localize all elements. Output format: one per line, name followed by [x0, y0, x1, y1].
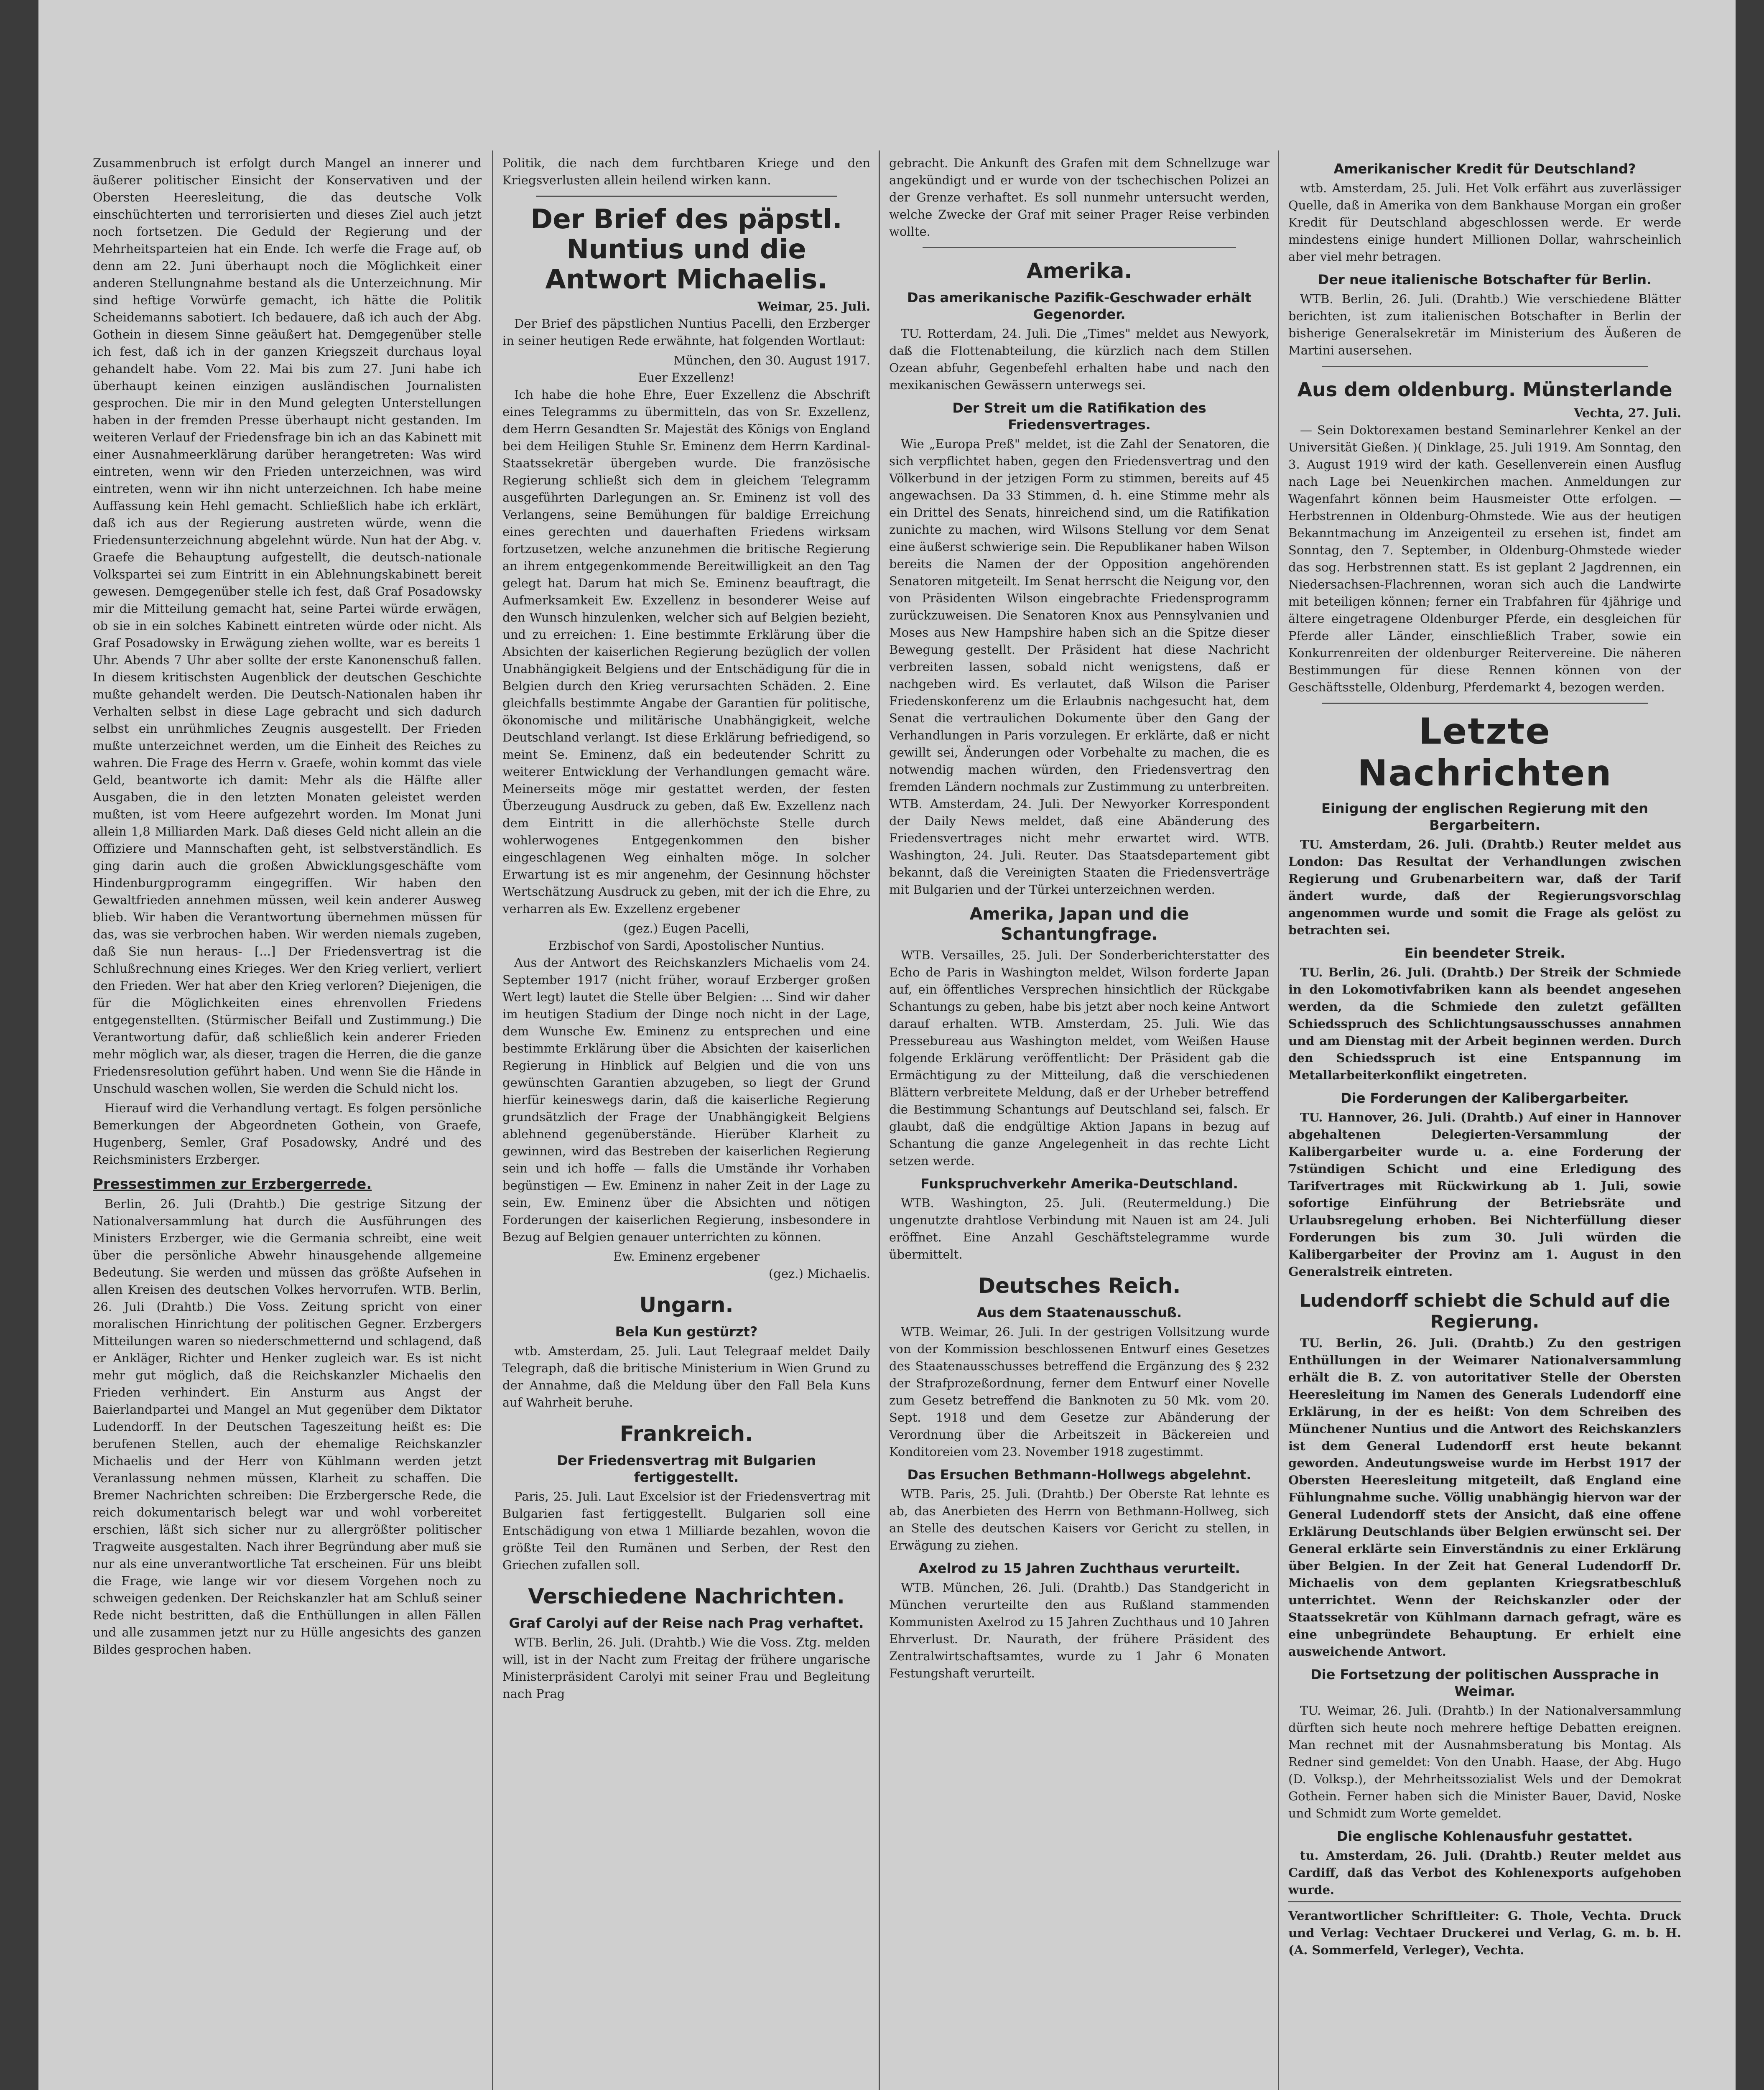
article-subheading: Die Forderungen der Kalibergarbeiter. — [1341, 1090, 1629, 1106]
article-text: WTB. Weimar, 26. Juli. In der gestrigen Vollsitzung wurde von der Kommission beschlossenen Entwurf eines Gesetzes des Staatenausschusses betreffend die Ergänzung des § 232 der Strafprozeßordnung, ferner dem Entwurf einer Novelle zum Gesetz betreffend die Banknoten zu 50 Mk. vom 20. Sept. 1918 und dem Gesetze zur Abänderung der Verordnung über die Arbeitszeit in Bäckereien und Konditoreien vom 23. November 1918 zugestimmt. — [889, 1325, 1269, 1459]
article-subheading: Amerikanischer Kredit für Deutschland? — [1333, 161, 1636, 177]
article-text: TU. Berlin, 26. Juli. (Drahtb.) Der Streik der Schmiede in den Lokomotivfabriken kann als beendet angesehen werden, da die Schmiede den zuletzt gefällten Schiedsspruch des Schlichtungsausschusses annahmen und am Dienstag mit der Arbeit beginnen werden. Durch den Schiedsspruch ist eine Entspannung im Metallarbeiterkonflikt eingetreten. — [1288, 965, 1681, 1082]
article-subheading: Funkspruchverkehr Amerika-Deutschland. — [920, 1176, 1238, 1192]
article-text: Wie „Europa Preß" meldet, ist die Zahl der Senatoren, die sich verpflichtet haben, gegen den Friedensvertrag und den Völkerbund in der jetzigen Form zu stimmen, bereits auf 45 angewachsen. Da 33 Stimmen, d. h. eine Stimme mehr als ein Drittel des Senats, hinreichend sind, um die Ratifikation zunichte zu machen, wird Wilsons Stellung vor dem Senat eine äußerst schwierige sein. Die Republikaner haben Wilson bereits die Namen der der Opposition angehörenden Senatoren mitgeteilt. Im Senat herrscht die Neigung vor, den von Präsidenten Wilson eingebrachte Friedensprogramm zurückzuweisen. Die Senatoren Knox aus Pennsylvanien und Moses aus New Hampshire haben sich an die Spitze dieser Bewegung gestellt. Der Präsident hat diese Nachricht verbreiten lassen, sobald nicht wenigstens, daß er nachgeben wird. Es verlautet, daß Wilson die Pariser Friedenskonferenz um die Erlaubnis nachgesucht hat, dem Senat die vertraulichen Dokumente über den Gang der Verhandlungen in Paris vorzulegen. Er erklärte, daß er nicht gewillt sei, Änderungen oder Vorbehalte zu machen, die es notwendig machen würden, den Friedensvertrag den fremden Ländern nochmals zur Zustimmung zu unterbreiten. WTB. Amsterdam, 24. Juli. Der Newyorker Korrespondent der Daily News meldet, daß eine Abänderung des Friedensvertrages nicht mehr erwartet wird. WTB. Washington, 24. Juli. Reuter. Das Staatsdepartement gibt bekannt, daß die Vereinigten Staaten die Friedensverträge mit Bulgarien und der Türkei unterzeichnen werden. — [889, 437, 1269, 897]
signature: (gez.) Eugen Pacelli, — [623, 921, 749, 935]
article-text: TU. Weimar, 26. Juli. (Drahtb.) In der Nationalversammlung dürften sich heute noch mehrere heftige Debatten ereignen. Man rechnet mit der Ausnahmsberatung bis Montag. Als Redner sind gemeldet: Von den Unabh. Haase, der Abg. Hugo (D. Volksp.), der Mehrheitssozialist Wels und der Demokrat Gothein. Ferner haben sich die Minister Bauer, David, Noske und Schmidt zum Worte gemeldet. — [1288, 1703, 1681, 1820]
column-2 — [502, 155, 870, 2090]
article-subheading: Das Ersuchen Bethmann-Hollwegs abgelehnt. — [907, 1467, 1252, 1483]
article-text: WTB. Versailles, 25. Juli. Der Sonderberichterstatter des Echo de Paris in Washington meldet, Wilson forderte Japan auf, ein öffentliches Versprechen hinsichtlich der Rückgabe Schantungs zu geben, habe bis jetzt aber noch keine Antwort darauf erhalten. WTB. Amsterdam, 25. Juli. Wie das Pressebureau aus Washington meldet, vom Weißen Hause folgende Erklärung veröffentlicht: Der Präsident gab die Ermächtigung zu der Mitteilung, daß die verschiedenen Blättern verbreitete Meldung, daß er der Urheber betreffend die Bestimmung Schantungs auf Deutschland sei, falsch. Er glaubt, daß die endgültige Aktion Japans in bezug auf Schantung die ganze Angelegenheit in das rechte Licht setzen werde. — [889, 948, 1269, 1168]
article-subheading: Einigung der englischen Regierung mit den Bergarbeitern. — [1321, 800, 1648, 833]
article-subheading: Ein beendeter Streik. — [1404, 945, 1565, 961]
article-subheading: Die englische Kohlenausfuhr gestattet. — [1337, 1828, 1633, 1844]
divider — [923, 247, 1236, 248]
article-subheading: Der Friedensvertrag mit Bulgarien fertiggestellt. — [557, 1453, 816, 1485]
article-subheading: Die Fortsetzung der politischen Aussprache in Weimar. — [1310, 1667, 1659, 1699]
section-heading: Verschiedene Nachrichten. — [528, 1584, 845, 1608]
article-text: Berlin, 26. Juli (Drahtb.) Die gestrige Sitzung der Nationalversammlung hat durch die Ausführungen des Ministers Erzberger, wie die Germania schreibt, eine weit über die persönliche Abwehr hinausgehende allgemeine Bedeutung. Sie werden und müssen das größte Aufsehen in allen Kreisen des deutschen Volkes hervorrufen. WTB. Berlin, 26. Juli (Drahtb.) Die Voss. Zeitung spricht von einer moralischen Hinrichtung der politischen Gegner. Erzbergers Mitteilungen waren so niederschmetternd und schlagend, daß er Ankläger, Richter und Henker zugleich war. Es ist nicht mehr gut möglich, daß die Reichskanzler Michaelis den Frieden verhindert. Ein Ansturm aus Angst der Baierlandpartei und Mangel an Mut gegenüber dem Diktator Ludendorff. In der Deutschen Tageszeitung heißt es: Die berufenen Stellen, auch der ehemalige Reichskanzler Michaelis und der Herr von Kühlmann werden jetzt Veranlassung nehmen müssen, Klarheit zu schaffen. Die Bremer Nachrichten schreiben: Die Erzbergersche Rede, die reich dokumentarisch belegt war und wohl vorbereitet erschien, läßt sich sicher nur zu allergrößter politischer Tragweite ausgestalten. Nach ihrer Begründung aber muß sie nur als eine unverantwortliche Tat erscheinen. Für uns bleibt die Frage, wie lange wir vor diesem Vorgehen noch zu schweigen gedenken. Der Reichskanzler hat am Schluß seiner Rede nicht bestritten, daß die Enthüllungen in allen Fällen und alle zusammen jetzt nur zu Hülle angesichts des ganzen Bildes gesprochen haben. — [93, 1197, 482, 1657]
colophon: Verantwortlicher Schriftleiter: G. Thole, Vechta. Druck und Verlag: Vechtaer Druckerei und Verlag, G. m. b. H. (A. Sommerfeld, Verleger), Vechta. — [1288, 1901, 1681, 1959]
article-subheading: Amerika, Japan und die Schantungfrage. — [969, 905, 1189, 944]
column-4 — [1288, 155, 1681, 2090]
divider — [1322, 366, 1648, 367]
letter-text: Ich habe die hohe Ehre, Euer Exzellenz die Abschrift eines Telegramms zu übermitteln, das von Sr. Exzellenz, dem Herrn Gesandten Sr. Majestät des Königs von England bei dem Heiligen Stuhle Sr. Eminenz dem Herrn Kardinal-Staatssekretär übergeben wurde. Die französische Regierung schließt sich dem in gleichem Telegramm ausgeführten Darlegungen an. Sr. Eminenz ist voll des Verlangens, seine Bemühungen für baldige Erreichung eines gerechten und dauerhaften Friedens wirksam fortzusetzen, welche anzunehmen die britische Regierung an ihrem entgegenkommende Bereitwilligkeit an den Tag gelegt hat. Darum hat mich Se. Eminenz beauftragt, die Aufmerksamkeit Ew. Exzellenz in besonderer Weise auf den Wunsch hinzulenken, welcher sich auf Belgien bezieht, und zu erreichen: 1. Eine bestimmte Erklärung über die Absichten der kaiserlichen Regierung bezüglich der vollen Unabhängigkeit Belgiens und der Entschädigung für die in Belgien durch den Krieg verursachten Schäden. 2. Eine gleichfalls bestimmte Angabe der Garantien für politische, ökonomische und militärische Unabhängigkeit, welche Deutschland verlangt. Ist diese Erklärung befriedigend, so meint Se. Eminenz, daß ein bedeutender Schritt zu weiterer Entwicklung der Verhandlungen gemacht wäre. Meinerseits möge mir gestattet werden, der festen Überzeugung Ausdruck zu geben, daß Ew. Exzellenz nach dem Eintritt in die allerhöchste Stelle durch wohlerwogenes Entgegenkommen den bisher eingeschlagenen Weg einhalten möge. In solcher Erwartung ist es mir angenehm, der Gesinnung höchster Wertschätzung Ausdruck zu geben, mit der ich die Ehre, zu verharren als Ew. Exzellenz ergebener — [502, 387, 870, 916]
article-text: WTB. Berlin, 26. Juli. (Drahtb.) Wie die Voss. Ztg. melden will, ist in der Nacht zum Freitag der frühere ungarische Ministerpräsident Carolyi mit seiner Frau und Begleitung nach Prag — [502, 1635, 870, 1701]
signature-title: Erzbischof von Sardi, Apostolischer Nuntius. — [548, 938, 825, 953]
section-heading: Ungarn. — [639, 1293, 734, 1317]
column-1 — [93, 155, 482, 2090]
column-rule — [492, 150, 493, 2090]
last-news-heading: Letzte Nachrichten — [1357, 711, 1612, 794]
article-subheading: Das amerikanische Pazifik-Geschwader erhält Gegenorder. — [907, 290, 1252, 322]
section-heading: Ludendorff schiebt die Schuld auf die Regierung. — [1299, 1290, 1670, 1332]
article-text: TU. Amsterdam, 26. Juli. (Drahtb.) Reuter meldet aus London: Das Resultat der Verhandlungen zwischen Regierung und Grubenarbeitern war, daß der Tarif ändert wurde, daß der Regierungsvorschlag angenommen wurde und somit die Frage als gelöst zu betrachten sei. — [1288, 837, 1681, 937]
dateline: Weimar, 25. Juli. — [757, 299, 870, 314]
signature: (gez.) Michaelis. — [768, 1267, 870, 1281]
section-heading: Pressestimmen zur Erzbergerrede. — [93, 1176, 372, 1193]
letter-date: München, den 30. August 1917. — [673, 353, 870, 367]
article-text: Zusammenbruch ist erfolgt durch Mangel an innerer und äußerer politischer Einsicht der Konservativen und der Obersten Heeresleitung, die das deutsche Volk einschüchterten und terrorisierten und dieses Ziel auch jetzt noch fortsetzen. Die Geduld der Regierung und der Mehrheitsparteien hat ein Ende. Ich werfe die Frage auf, ob denn am 22. Juni überhaupt noch die Möglichkeit einer anderen Stellungnahme bestand als die Unterzeichnung. Mir sind heftige Vorwürfe gemacht, ich hätte die Politik Scheidemanns sabotiert. Ich bedauere, daß ich auch der Abg. Gothein in diesem Sinne geäußert hat. Demgegenüber stelle ich fest, daß ich in der ganzen Kriegszeit durchaus loyal gehandelt habe. Vom 22. Mai bis zum 27. Juni habe ich überhaupt keinen einzigen ausländischen Journalisten gesprochen. Die mir in den Mund gelegten Unterstellungen haben in der fremden Presse überhaupt nicht gestanden. Im weiteren Verlauf der Friedensfrage bin ich an das Kabinett mit einer Ausnahmeerklärung darüber herangetreten: Was wird eintreten, wenn wir den Frieden unterzeichnen, was wird eintreten, wenn wir ihn nicht unterzeichnen. Ich habe meine Auffassung kein Hehl gemacht. Schließlich habe ich erklärt, daß ich aus der Regierung austreten würde, wenn die Friedensunterzeichnung abgelehnt würde. Nun hat der Abg. v. Graefe die Behauptung aufgestellt, die deutsch-nationale Volkspartei sei zum Eintritt in ein Ablehnungskabinett bereit gewesen. Demgegenüber stelle ich fest, daß Graf Posadowsky mir die Mitteilung gemacht hat, seine Partei würde erwägen, ob sie in ein solches Kabinett eintreten würde oder nicht. Als Graf Posadowsky in Erwägung ziehen wollte, war es bereits 1 Uhr. Abends 7 Uhr aber sollte der erste Kanonenschuß fallen. In diesem kritischsten Augenblick der deutschen Geschichte mußte gehandelt werden. Die Deutsch-Nationalen haben ihr Verhalten selbst in diese Lage gebracht und sich dadurch selbst ein unrühmliches Zeugnis ausgestellt. Der Frieden mußte unterzeichnet werden, um die Einheit des Reiches zu wahren. Die Frage des Herrn v. Graefe, wohin kommt das viele Geld, beantworte ich damit: Mehr als die Hälfte aller Ausgaben, die in den letzten Monaten geleistet werden mußten, ist vom Heere aufgezehrt worden. Im Monat Juni allein 1,8 Milliarden Mark. Daß dieses Geld nicht allein an die Offiziere und Mannschaften geht, ist selbstverständlich. Es ging darin auch die großen Abwicklungsgeschäfte vom Hindenburgprogramm eingegriffen. Wir haben den Gewaltfrieden annehmen müssen, weil kein anderer Ausweg blieb. Wir haben die Verantwortung übernehmen müssen für das, was sie verbrochen haben. Wir werden niemals zugeben, daß Sie nun heraus- [...] Der Friedensvertrag ist die Schlußrechnung eines Krieges. Wer den Krieg verliert, verliert den Frieden. Wer hat aber den Krieg verloren? Diejenigen, die für die Möglichkeiten eines ehrenvollen Friedens entgegenstellten. (Stürmischer Beifall und Zustimmung.) Die Verantwortung dafür, daß schließlich kein anderer Frieden mehr möglich war, als dieser, tragen die Herren, die die ganze Friedensresolution geführt haben. Und wenn Sie die Hände in Unschuld waschen wollen, Sie werden die Schuld nicht los. — [93, 156, 482, 1096]
article-headline: Der Brief des päpstl. Nuntius und die Antwort Michaelis. — [530, 204, 842, 295]
article-subheading: Aus dem Staatenausschuß. — [976, 1305, 1182, 1320]
section-heading: Deutsches Reich. — [978, 1274, 1181, 1298]
article-text: tu. Amsterdam, 26. Juli. (Drahtb.) Reuter meldet aus Cardiff, daß das Verbot des Kohlenexports aufgehoben wurde. — [1288, 1848, 1681, 1897]
article-subheading: Der Streit um die Ratifikation des Friedensvertrages. — [952, 400, 1206, 433]
column-rule — [879, 150, 880, 2090]
column-rule — [1278, 150, 1279, 2090]
section-heading: Amerika. — [1026, 259, 1132, 283]
article-text: WTB. Paris, 25. Juli. (Drahtb.) Der Oberste Rat lehnte es ab, das Anerbieten des Herrn von Bethmann-Hollweg, sich an Stelle des deutschen Kaisers vor Gericht zu stellen, in Erwägung zu ziehen. — [889, 1487, 1269, 1552]
article-text: Hierauf wird die Verhandlung vertagt. Es folgen persönliche Bemerkungen der Abgeordneten Gothein, von Graefe, Hugenberg, Semler, Graf Posadowsky, André und des Reichsministers Erzberger. — [93, 1101, 482, 1167]
divider — [536, 196, 837, 197]
article-text: WTB. Washington, 25. Juli. (Reutermeldung.) Die ungenutzte drahtlose Verbindung mit Nauen ist am 24. Juli eröffnet. Eine Anzahl Geschäftstelegramme wurde übermittelt. — [889, 1196, 1269, 1262]
article-text: TU. Berlin, 26. Juli. (Drahtb.) Zu den gestrigen Enthüllungen in der Weimarer Nationalversammlung erhält die B. Z. von autoritativer Stelle der Obersten Heeresleitung im Namen des Generals Ludendorff eine Erklärung, in der es heißt: Von dem Schreiben des Münchener Nuntius und die Antwort des Reichskanzlers ist dem General Ludendorff erst heute bekannt geworden. Andeutungsweise wurde im Herbst 1917 der Obersten Heeresleitung mitgeteilt, daß England eine Fühlungnahme suche. Völlig unabhängig hiervon war der General Ludendorff stets der Ansicht, daß eine offene Erklärung Deutschlands über Belgien erwünscht sei. Der General erklärte sein Einverständnis zu einer Erklärung über Belgien. In der Zeit hat General Ludendorff Dr. Michaelis von dem geplanten Kriegsratbeschluß unterrichtet. Wenn der Reichskanzler oder der Staatssekretär von Kühlmann darnach gefragt, wäre es eine unbegründete Behauptung. Er erhielt eine ausweichende Antwort. — [1288, 1336, 1681, 1659]
article-subheading: Der neue italienische Botschafter für Berlin. — [1318, 272, 1652, 288]
article-text: WTB. Berlin, 26. Juli. (Drahtb.) Wie verschiedene Blätter berichten, ist zum italienischen Botschafter in Berlin der bisherige Generalsekretär im Ministerium des Äußeren de Martini ausersehen. — [1288, 292, 1681, 357]
newspaper-page — [38, 0, 1736, 2090]
column-3 — [889, 155, 1269, 2090]
article-text: wtb. Amsterdam, 25. Juli. Het Volk erfährt aus zuverlässiger Quelle, daß in Amerika von dem Bankhause Morgan ein großer Kredit für Deutschland abgeschlossen werde. Er werde mindestens einige hundert Millionen Dollar, wahrscheinlich aber viel mehr betragen. — [1288, 181, 1681, 264]
divider — [1322, 703, 1648, 704]
article-text: wtb. Amsterdam, 25. Juli. Laut Telegraaf meldet Daily Telegraph, daß die britische Ministerium in Wien Grund zu der Annahme, daß die Meldung über den Fall Bela Kuns auf Wahrheit beruhe. — [502, 1344, 870, 1409]
article-text: TU. Rotterdam, 24. Juli. Die „Times" meldet aus Newyork, daß die Flottenabteilung, die kürzlich nach dem Stillen Ozean abfuhr, Gegenbefehl erhalten habe und nach den mexikanischen Gewässern unterwegs sei. — [889, 326, 1269, 392]
article-text: Politik, die nach dem furchtbaren Kriege und den Kriegsverlusten allein heilend wirken kann. — [502, 156, 870, 187]
article-text: — Sein Doktorexamen bestand Seminarlehrer Kenkel an der Universität Gießen. )( Dinklage, 25. Juli 1919. Am Sonntag, den 3. August 1919 wird der kath. Gesellenverein einen Ausflug nach Lage bei Neuenkirchen machen. Anmeldungen zur Wagenfahrt können beim Hausmeister Otte erfolgen. — Herbstrennen in Oldenburg-Ohmstede. Wie aus der heutigen Bekanntmachung im Anzeigenteil zu ersehen ist, findet am Sonntag, den 7. September, in Oldenburg-Ohmstede wieder das sog. Herbstrennen statt. Es ist geplant 2 Jagdrennen, ein Niedersachsen-Flachrennen, woran sich auch die Landwirte mit beteiligen können; ferner ein Trabfahren für 4jährige und ältere eingetragene Oldenburger Pferde, ein desgleichen für Pferde aller Länder, einschließlich Traber, sowie ein Konkurrenreiten der oldenburger Reitervereine. Die näheren Bestimmungen für diese Rennen können von der Geschäftsstelle, Oldenburg, Pferdemarkt 4, bezogen werden. — [1288, 423, 1681, 694]
article-subheading: Graf Carolyi auf der Reise nach Prag verhaftet. — [509, 1615, 864, 1631]
article-text: TU. Hannover, 26. Juli. (Drahtb.) Auf einer in Hannover abgehaltenen Delegierten-Versammlung der Kalibergarbeiter wurde u. a. eine Forderung der 7stündigen Schicht und eine Erledigung des Tarifvertrages mit Rückwirkung ab 1. Juli, sowie sofortige Einführung der Betriebsräte und Urlaubsregelung erhoben. Bei Nichterfüllung dieser Forderungen bis zum 30. Juli würden die Kalibergarbeiter der Provinz am 1. August in den Generalstreik eintreten. — [1288, 1110, 1681, 1279]
article-subheading: Bela Kun gestürzt? — [615, 1324, 758, 1340]
article-text: WTB. München, 26. Juli. (Drahtb.) Das Standgericht in München verurteilte den aus Rußland stammenden Kommunisten Axelrod zu 15 Jahren Zuchthaus und 10 Jahren Ehrverlust. Dr. Naurath, der frühere Präsident des Zentralwirtschaftsamtes, wurde zu 1 Jahr 6 Monaten Festungshaft verurteilt. — [889, 1580, 1269, 1680]
article-subheading: Axelrod zu 15 Jahren Zuchthaus verurteilt. — [918, 1560, 1240, 1576]
article-text: Aus der Antwort des Reichskanzlers Michaelis vom 24. September 1917 (nicht früher, worauf Erzberger großen Wert legt) lautet die Stelle über Belgien: ... Sind wir daher im heutigen Stadium der Dinge noch nicht in der Lage, dem Wunsche Ew. Eminenz zu entsprechen und eine bestimmte Erklärung über die Absichten der kaiserlichen Regierung in Hinblick auf Belgien und die von uns gewünschten Garantien abzugeben, so liegt der Grund hierfür keineswegs darin, daß die kaiserliche Regierung grundsätzlich der Frage der Unabhängigkeit Belgiens ablehnend gegenüberstände. Hierüber Klarheit zu gewinnen, wird das Bestreben der kaiserlichen Regierung sein und ich hoffe — falls die Umstände ihr Vorhaben begünstigen — Ew. Eminenz in naher Zeit in der Lage zu sein, Ew. Eminenz über die Absichten und nötigen Forderungen der kaiserlichen Regierung, insbesondere in Bezug auf Belgien genauer unterrichten zu können. — [502, 956, 870, 1244]
letter-salutation: Euer Exzellenz! — [638, 370, 735, 385]
section-heading: Aus dem oldenburg. Münsterlande — [1297, 378, 1672, 401]
article-text: Paris, 25. Juli. Laut Excelsior ist der Friedensvertrag mit Bulgarien fast fertiggestellt. Bulgarien soll eine Entschädigung von etwa 1 Milliarde bezahlen, wovon die größte Teil den Rumänen und Serben, der Rest den Griechen zufallen soll. — [502, 1489, 870, 1572]
signature: Ew. Eminenz ergebener — [613, 1249, 760, 1264]
section-heading: Frankreich. — [619, 1422, 753, 1446]
dateline: Vechta, 27. Juli. — [1574, 406, 1681, 420]
article-text: Der Brief des päpstlichen Nuntius Pacelli, den Erzberger in seiner heutigen Rede erwähnte, hat folgenden Wortlaut: — [502, 316, 870, 348]
article-text: gebracht. Die Ankunft des Grafen mit dem Schnellzuge war angekündigt und er wurde von der tschechischen Polizei an der Grenze verhaftet. Es soll nunmehr untersucht werden, welche Zwecke der Graf mit seiner Prager Reise verbinden wollte. — [889, 156, 1269, 239]
